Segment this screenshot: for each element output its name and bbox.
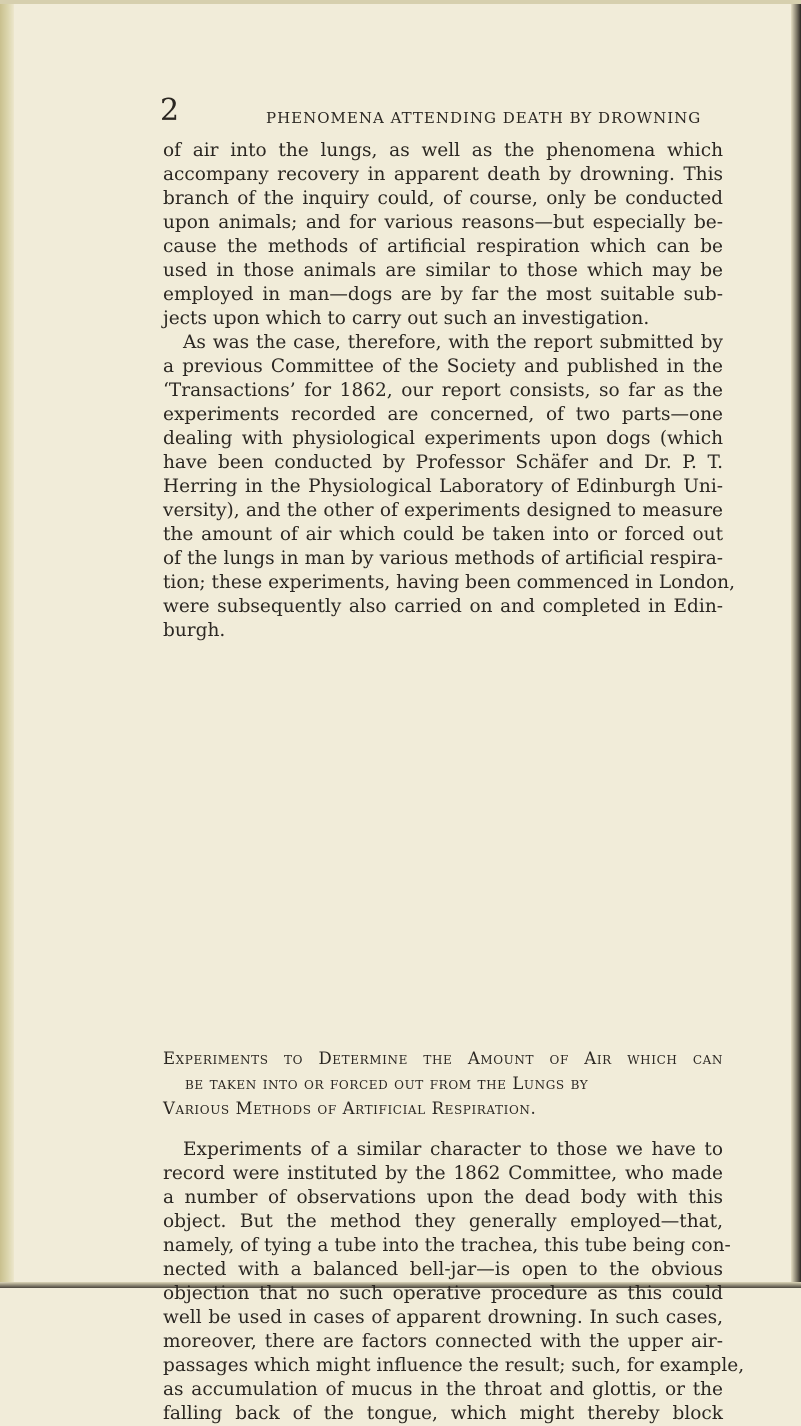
text-line: dealing with physiological experiments upon dogs (which [163,428,723,449]
text-line: ‘Transactions’ for 1862, our report consists, so far as the [163,380,723,401]
page-left-edge [0,0,14,1288]
text-line: accompany recovery in apparent death by drowning. This [163,164,723,185]
text-line: tion; these experiments, having been commenced in London, [163,572,735,593]
text-line: of the lungs in man by various methods of artificial respira- [163,548,723,569]
text-line: versity), and the other of experiments designed to measure [163,500,723,521]
running-head: PHENOMENA ATTENDING DEATH BY DROWNING [266,109,702,127]
body-text-top [163,139,735,643]
text-line: have been conducted by Professor Schäfer and Dr. P. T. [163,452,723,473]
text-line: were subsequently also carried on and completed in Edin- [163,596,723,617]
text-line: namely, of tying a tube into the trachea, this tube being con- [163,1235,731,1256]
text-line: employed in man—dogs are by far the most suitable sub- [163,284,723,305]
text-line: a previous Committee of the Society and published in the [163,356,723,377]
text-line: upon animals; and for various reasons—but especially be- [163,212,723,233]
text-line: Herring in the Physiological Laboratory of Edinburgh Uni- [163,476,723,497]
page-right-edge [791,0,801,1288]
section-heading [163,1046,723,1121]
text-line: nected with a balanced bell-jar—is open to the obvious [163,1259,723,1280]
text-line: record were instituted by the 1862 Committee, who made [163,1163,723,1184]
text-line: As was the case, therefore, with the report submitted by [183,332,723,353]
text-line: a number of observations upon the dead body with this [163,1187,723,1208]
text-line: branch of the inquiry could, of course, only be conducted [163,188,723,209]
heading-line: Various Methods of Artificial Respiration. [163,1099,537,1118]
heading-line: be taken into or forced out from the Lungs by [185,1074,589,1093]
text-line: Experiments of a similar character to those we have to [183,1139,723,1160]
text-line: experiments recorded are concerned, of two parts—one [163,404,723,425]
text-line: objection that no such operative procedure as this could [163,1283,723,1304]
text-line: falling back of the tongue, which might thereby block [163,1403,723,1424]
text-line: cause the methods of artificial respiration which can be [163,236,723,257]
text-line: the amount of air which could be taken into or forced out [163,524,723,545]
text-line: jects upon which to carry out such an investigation. [163,308,650,329]
text-line: burgh. [163,620,226,641]
page-top-edge [0,0,801,4]
text-line: of air into the lungs, as well as the phenomena which [163,140,723,161]
text-line: as accumulation of mucus in the throat and glottis, or the [163,1379,723,1400]
text-line: passages which might influence the result; such, for example, [163,1355,745,1376]
text-line: object. But the method they generally employed—that, [163,1211,723,1232]
heading-line: Experiments to Determine the Amount of Air which can [163,1049,723,1068]
page-header [160,93,720,130]
text-line: well be used in cases of apparent drowning. In such cases, [163,1307,723,1328]
text-line: used in those animals are similar to those which may be [163,260,723,281]
body-text-bottom [163,1138,745,1426]
text-line: moreover, there are factors connected with the upper air- [163,1331,723,1352]
page-number: 2 [160,93,180,128]
